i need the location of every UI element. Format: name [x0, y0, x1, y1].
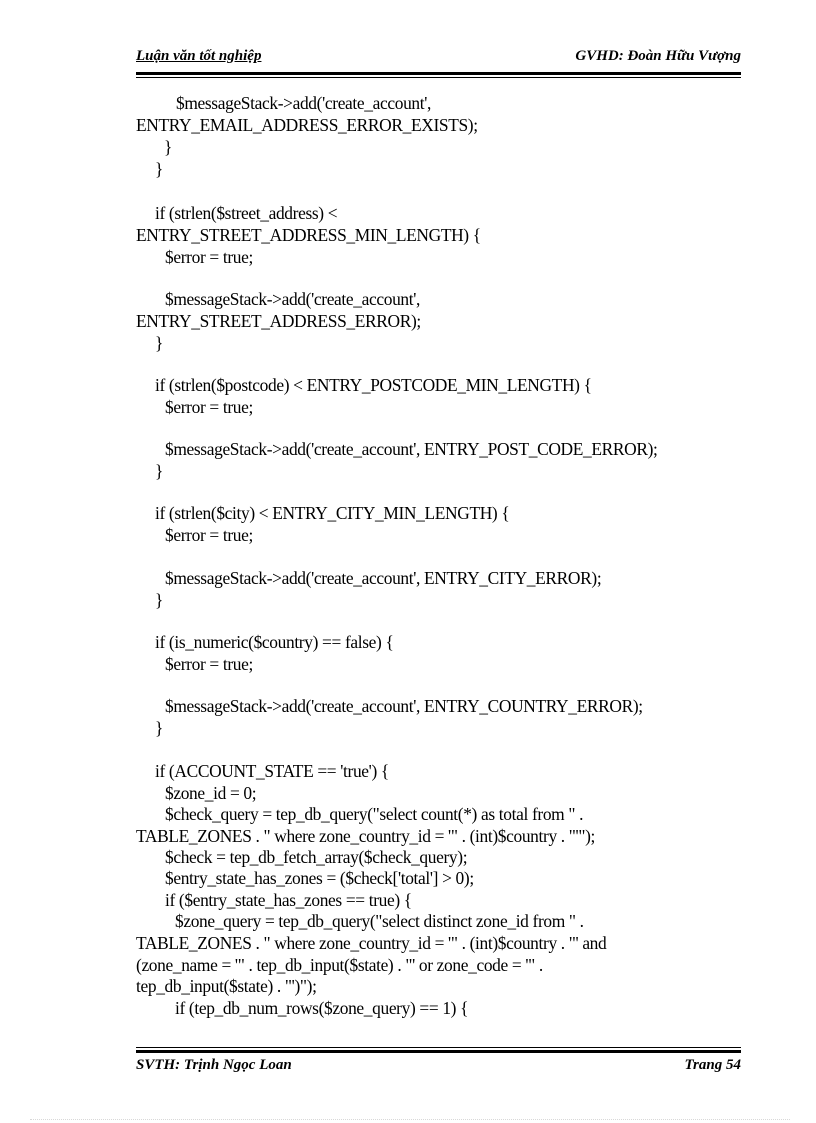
code-line: $messageStack->add('create_account', ENTRY_POST_CODE_ERROR);	[165, 439, 658, 459]
code-line: }	[155, 718, 163, 738]
code-line: $messageStack->add('create_account',	[165, 289, 421, 309]
code-line: $zone_query = tep_db_query("select distinct zone_id from " .	[175, 911, 584, 931]
page-number: Trang 54	[684, 1057, 741, 1073]
code-line: if ($entry_state_has_zones == true) {	[165, 890, 412, 910]
code-line: $error = true;	[165, 654, 253, 674]
footer-student: SVTH: Trịnh Ngọc Loan	[136, 1057, 292, 1073]
code-line: ENTRY_EMAIL_ADDRESS_ERROR_EXISTS);	[136, 115, 478, 135]
header-thesis-title: Luận văn tốt nghiệp	[136, 48, 262, 64]
code-line: $check = tep_db_fetch_array($check_query);	[165, 847, 468, 867]
code-line: }	[155, 159, 163, 179]
code-line: }	[155, 590, 163, 610]
code-line: $check_query = tep_db_query("select count(*) as total from " .	[165, 804, 584, 824]
code-line: TABLE_ZONES . " where zone_country_id = '" . (int)$country . "'");	[136, 826, 595, 846]
code-line: $zone_id = 0;	[165, 783, 257, 803]
header-rule-thin	[136, 77, 741, 78]
footer-rule-thick	[136, 1050, 741, 1053]
code-line: if (strlen($city) < ENTRY_CITY_MIN_LENGTH) {	[155, 503, 510, 523]
page-bottom-dotted-edge	[30, 1119, 790, 1120]
page-header	[136, 48, 741, 72]
code-line: if (tep_db_num_rows($zone_query) == 1) {	[175, 998, 469, 1018]
code-line: tep_db_input($state) . "')");	[136, 976, 317, 996]
code-line: }	[155, 333, 163, 353]
code-line: $entry_state_has_zones = ($check['total'] > 0);	[165, 868, 474, 888]
footer-rule-thin	[136, 1047, 741, 1048]
code-line: if (ACCOUNT_STATE == 'true') {	[155, 761, 389, 781]
code-line: $messageStack->add('create_account',	[176, 93, 432, 113]
code-line: TABLE_ZONES . " where zone_country_id = '" . (int)$country . "' and	[136, 933, 607, 953]
code-line: $error = true;	[165, 525, 253, 545]
code-line: $messageStack->add('create_account', ENTRY_COUNTRY_ERROR);	[165, 696, 643, 716]
code-line: if (is_numeric($country) == false) {	[155, 632, 394, 652]
code-line: $messageStack->add('create_account', ENTRY_CITY_ERROR);	[165, 568, 602, 588]
header-supervisor: GVHD: Đoàn Hữu Vượng	[575, 48, 741, 64]
code-line: }	[155, 461, 163, 481]
code-line: ENTRY_STREET_ADDRESS_ERROR);	[136, 311, 421, 331]
code-line: if (strlen($street_address) <	[155, 203, 338, 223]
page-footer	[136, 1057, 741, 1081]
code-line: if (strlen($postcode) < ENTRY_POSTCODE_MIN_LENGTH) {	[155, 375, 592, 395]
code-line: $error = true;	[165, 247, 253, 267]
code-line: }	[164, 137, 172, 157]
code-line: (zone_name = '" . tep_db_input($state) . "' or zone_code = '" .	[136, 955, 543, 975]
header-rule-thick	[136, 72, 741, 75]
code-line: ENTRY_STREET_ADDRESS_MIN_LENGTH) {	[136, 225, 481, 245]
code-line: $error = true;	[165, 397, 253, 417]
